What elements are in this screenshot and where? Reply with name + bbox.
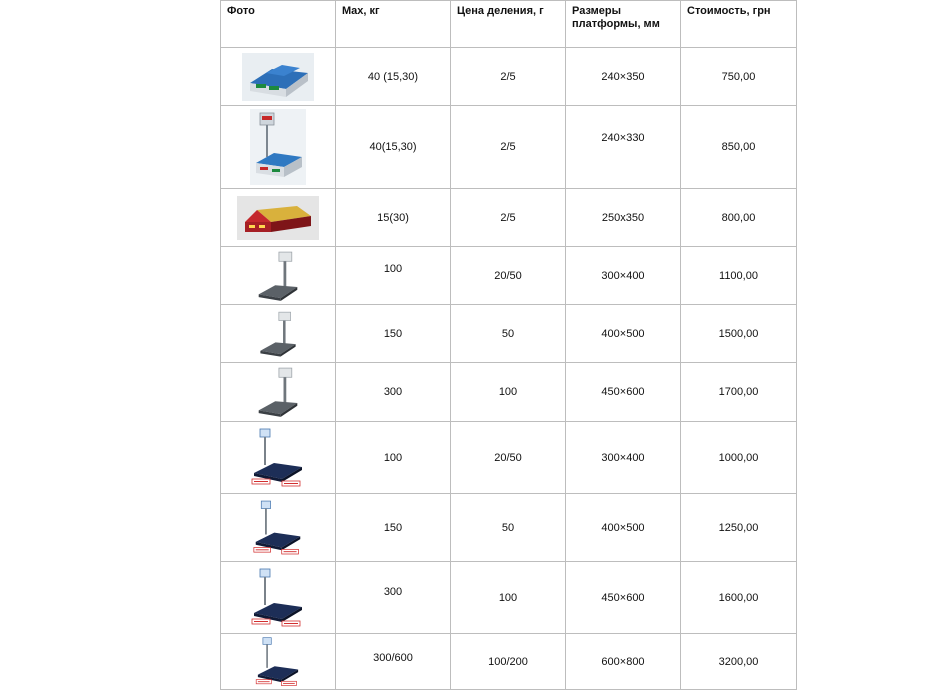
photo-cell: [221, 562, 336, 634]
platform-cell: 450×600: [566, 363, 681, 422]
table-row: [221, 48, 797, 106]
table-row: [221, 494, 797, 562]
max-cell: 15(30): [336, 189, 451, 247]
platform-scale-grey-icon: [257, 309, 299, 359]
max-cell: 100: [336, 247, 451, 305]
photo-cell: [221, 363, 336, 422]
price-cell: 1500,00: [681, 305, 797, 363]
platform-cell: 450×600: [566, 562, 681, 634]
max-cell: 150: [336, 305, 451, 363]
max-cell: 300: [336, 363, 451, 422]
header-price: Стоимость, грн: [681, 1, 797, 48]
price-cell: 1700,00: [681, 363, 797, 422]
price-cell: 1100,00: [681, 247, 797, 305]
division-cell: 100/200: [451, 634, 566, 690]
header-division: Цена деления, г: [451, 1, 566, 48]
header-platform: Размеры платформы, мм: [566, 1, 681, 48]
header-photo: Фото: [221, 1, 336, 48]
platform-scale-grey-icon: [255, 366, 301, 418]
platform-cell: 250x350: [566, 189, 681, 247]
table-header-row: [221, 1, 797, 48]
platform-cell: 400×500: [566, 305, 681, 363]
price-cell: 1000,00: [681, 422, 797, 494]
price-cell: 750,00: [681, 48, 797, 106]
platform-scale-blue-icon: [250, 427, 306, 489]
table-row: [221, 562, 797, 634]
table-row: [221, 189, 797, 247]
max-cell: 300: [336, 562, 451, 634]
table-row: [221, 106, 797, 189]
pos-scale-blue-icon: [242, 53, 314, 101]
division-cell: 50: [451, 494, 566, 562]
table-row: [221, 363, 797, 422]
division-cell: 50: [451, 305, 566, 363]
pos-scale-red-icon: [237, 196, 319, 240]
price-cell: 3200,00: [681, 634, 797, 690]
photo-cell: [221, 247, 336, 305]
division-cell: 2/5: [451, 48, 566, 106]
max-cell: 150: [336, 494, 451, 562]
platform-cell: 300×400: [566, 422, 681, 494]
division-cell: 20/50: [451, 422, 566, 494]
platform-scale-blue-icon: [250, 567, 306, 629]
platform-scale-blue-icon: [254, 636, 302, 688]
photo-cell: [221, 106, 336, 189]
photo-cell: [221, 305, 336, 363]
division-cell: 100: [451, 562, 566, 634]
table-row: [221, 247, 797, 305]
platform-scale-grey-icon: [255, 250, 301, 302]
price-cell: 850,00: [681, 106, 797, 189]
photo-cell: [221, 189, 336, 247]
platform-cell: 240×330: [566, 106, 681, 189]
photo-cell: [221, 494, 336, 562]
price-table: [220, 0, 797, 690]
pos-scale-pole-icon: [250, 109, 306, 185]
platform-cell: 300×400: [566, 247, 681, 305]
photo-cell: [221, 634, 336, 690]
platform-cell: 240×350: [566, 48, 681, 106]
platform-scale-blue-icon: [252, 499, 304, 557]
price-cell: 1250,00: [681, 494, 797, 562]
platform-cell: 600×800: [566, 634, 681, 690]
price-cell: 1600,00: [681, 562, 797, 634]
table-row: [221, 634, 797, 690]
header-max: Max, кг: [336, 1, 451, 48]
table-row: [221, 305, 797, 363]
max-cell: 300/600: [336, 634, 451, 690]
table-row: [221, 422, 797, 494]
photo-cell: [221, 422, 336, 494]
price-cell: 800,00: [681, 189, 797, 247]
max-cell: 40(15,30): [336, 106, 451, 189]
max-cell: 100: [336, 422, 451, 494]
price-table-container: [220, 0, 796, 690]
platform-cell: 400×500: [566, 494, 681, 562]
photo-cell: [221, 48, 336, 106]
division-cell: 20/50: [451, 247, 566, 305]
division-cell: 2/5: [451, 189, 566, 247]
division-cell: 2/5: [451, 106, 566, 189]
division-cell: 100: [451, 363, 566, 422]
max-cell: 40 (15,30): [336, 48, 451, 106]
